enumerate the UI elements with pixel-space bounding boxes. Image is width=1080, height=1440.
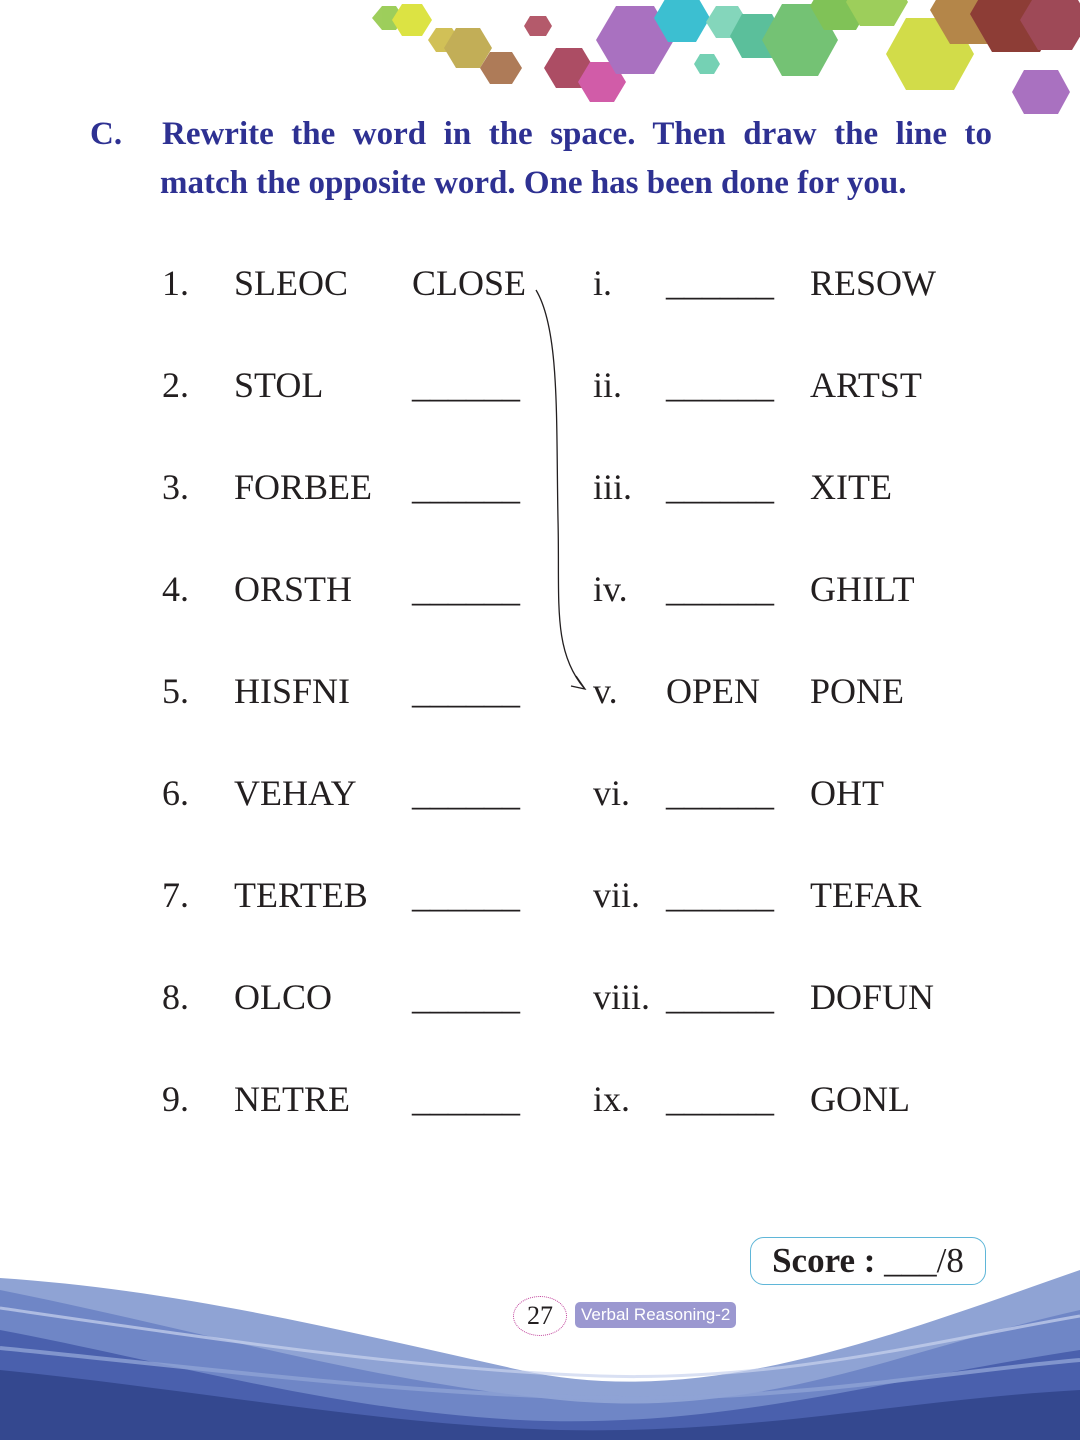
scrambled-word: VEHAY <box>234 773 357 813</box>
exercise-row <box>0 564 1080 614</box>
score-blank[interactable]: ___ <box>884 1241 937 1280</box>
roman-numeral: i. <box>593 263 613 303</box>
item-number: 7. <box>162 875 189 915</box>
opposite-answer-blank[interactable]: ______ <box>666 569 774 609</box>
scrambled-word: SLEOC <box>234 263 349 303</box>
scrambled-word: OLCO <box>234 977 332 1017</box>
item-number: 9. <box>162 1079 189 1119</box>
score-box <box>750 1237 986 1285</box>
answer-blank[interactable]: ______ <box>412 1079 520 1119</box>
opposite-scrambled-word: GHILT <box>810 569 915 609</box>
scrambled-word: HISFNI <box>234 671 351 711</box>
item-number: 2. <box>162 365 189 405</box>
opposite-answer-blank[interactable]: ______ <box>666 1079 774 1119</box>
exercise-row <box>0 258 1080 308</box>
exercise-row <box>0 972 1080 1022</box>
roman-numeral: vi. <box>593 773 631 813</box>
answer-blank[interactable]: ______ <box>412 467 520 507</box>
roman-numeral: ii. <box>593 365 623 405</box>
answer-blank[interactable]: ______ <box>412 671 520 711</box>
item-number: 5. <box>162 671 189 711</box>
opposite-scrambled-word: XITE <box>810 467 892 507</box>
opposite-answer-blank[interactable]: ______ <box>666 467 774 507</box>
roman-numeral: viii. <box>593 977 651 1017</box>
exercise-row <box>0 768 1080 818</box>
opposite-scrambled-word: DOFUN <box>810 977 935 1017</box>
answer-blank[interactable]: ______ <box>412 773 520 813</box>
scrambled-word: ORSTH <box>234 569 353 609</box>
score-total: /8 <box>936 1241 964 1280</box>
opposite-answer-blank[interactable]: ______ <box>666 365 774 405</box>
scrambled-word: NETRE <box>234 1079 350 1119</box>
answer-blank[interactable]: ______ <box>412 977 520 1017</box>
answer-blank[interactable]: ______ <box>412 365 520 405</box>
item-number: 6. <box>162 773 189 813</box>
exercise-row <box>0 870 1080 920</box>
exercise-row <box>0 360 1080 410</box>
opposite-scrambled-word: TEFAR <box>810 875 922 915</box>
book-title-tag: Verbal Reasoning-2 <box>575 1302 736 1328</box>
opposite-scrambled-word: GONL <box>810 1079 910 1119</box>
answer-blank[interactable]: CLOSE <box>412 263 527 303</box>
scrambled-word: TERTEB <box>234 875 368 915</box>
scrambled-word: STOL <box>234 365 324 405</box>
exercise-row <box>0 666 1080 716</box>
exercise-row <box>0 1074 1080 1124</box>
item-number: 1. <box>162 263 189 303</box>
item-number: 3. <box>162 467 189 507</box>
opposite-answer-blank[interactable]: ______ <box>666 875 774 915</box>
opposite-scrambled-word: PONE <box>810 671 905 711</box>
score-label: Score : <box>772 1241 876 1280</box>
section-letter: C. <box>90 116 123 152</box>
roman-numeral: v. <box>593 671 618 711</box>
opposite-scrambled-word: RESOW <box>810 263 936 303</box>
opposite-answer-blank[interactable]: ______ <box>666 263 774 303</box>
opposite-scrambled-word: ARTST <box>810 365 922 405</box>
item-number: 4. <box>162 569 189 609</box>
scrambled-word: FORBEE <box>234 467 373 507</box>
roman-numeral: vii. <box>593 875 641 915</box>
opposite-answer-blank[interactable]: ______ <box>666 977 774 1017</box>
opposite-answer-blank[interactable]: OPEN <box>666 671 761 711</box>
roman-numeral: iv. <box>593 569 628 609</box>
item-number: 8. <box>162 977 189 1017</box>
page-number: 27 <box>513 1296 567 1336</box>
roman-numeral: iii. <box>593 467 633 507</box>
answer-blank[interactable]: ______ <box>412 569 520 609</box>
instruction-line-2: match the opposite word. One has been done for you. <box>160 165 907 201</box>
exercise-row <box>0 462 1080 512</box>
opposite-scrambled-word: OHT <box>810 773 884 813</box>
roman-numeral: ix. <box>593 1079 631 1119</box>
instruction-line-1: Rewrite the word in the space. Then draw the line to <box>162 116 992 152</box>
opposite-answer-blank[interactable]: ______ <box>666 773 774 813</box>
answer-blank[interactable]: ______ <box>412 875 520 915</box>
